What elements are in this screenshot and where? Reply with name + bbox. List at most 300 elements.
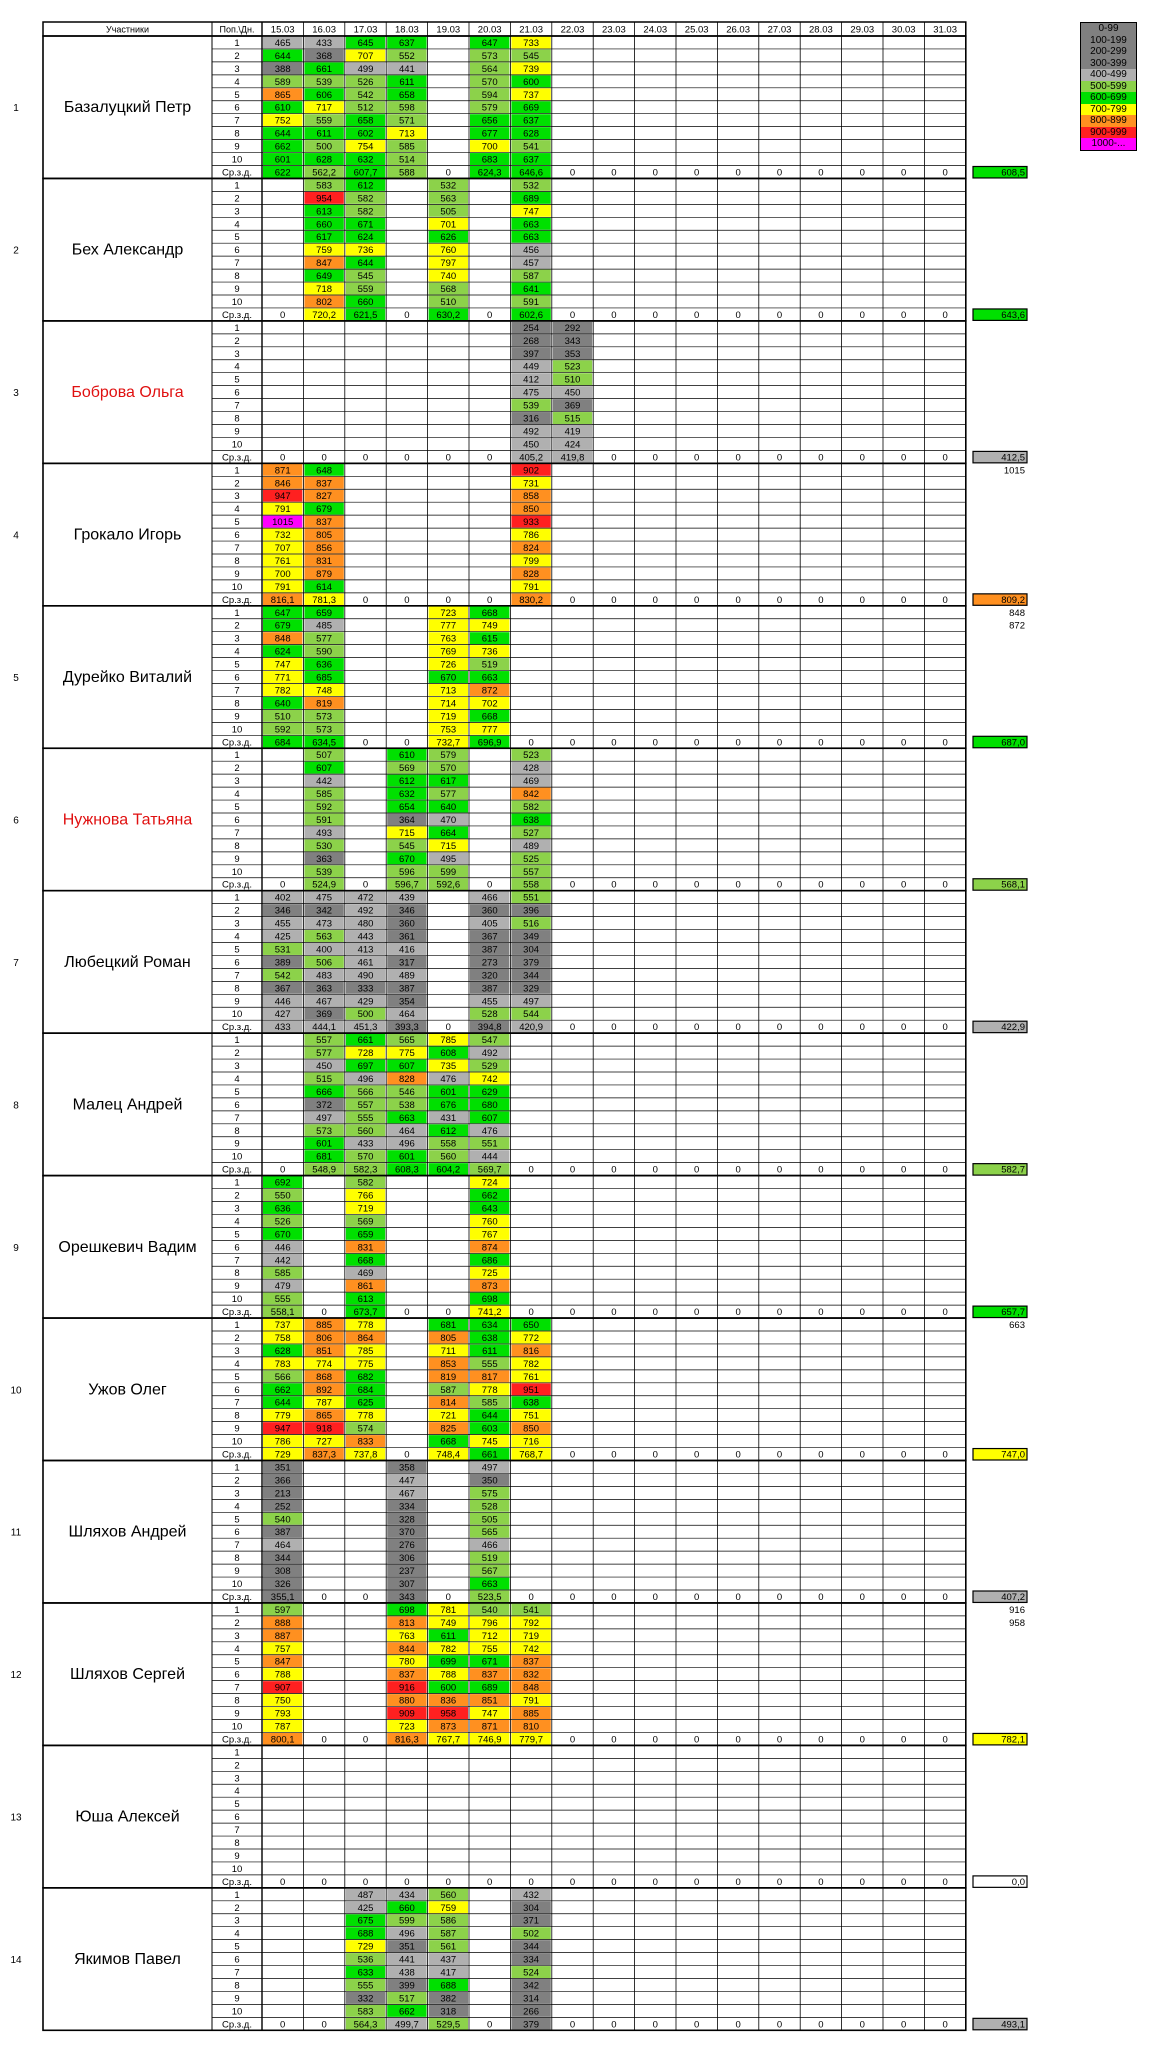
score-value: 499 [357, 63, 374, 75]
score-value: 648 [316, 465, 333, 477]
participant-number: 2 [13, 245, 19, 257]
avg-value: 0 [569, 1734, 576, 1746]
avg-value: 0 [611, 594, 617, 606]
score-value: 1015 [272, 517, 294, 529]
score-value: 510 [274, 711, 291, 723]
avg-value: 0 [942, 1164, 948, 1176]
score-value: 333 [357, 983, 374, 995]
participant-number: 8 [13, 1100, 19, 1112]
score-value: 489 [398, 970, 415, 982]
score-value: 515 [316, 1073, 333, 1085]
score-value: 902 [523, 465, 540, 477]
score-value: 557 [523, 866, 540, 878]
avg-value: 0 [528, 1591, 534, 1603]
score-value: 432 [523, 1889, 540, 1901]
score-value: 617 [440, 776, 457, 788]
attempt-label: 5 [234, 1799, 240, 1811]
avg-value: 0 [694, 309, 700, 321]
score-value: 464 [274, 1540, 291, 1552]
avg-value: 661 [481, 1449, 498, 1461]
avg-value: 0 [776, 1164, 783, 1176]
score-value: 778 [357, 1410, 374, 1422]
avg-value: 0 [776, 309, 783, 321]
score-value: 747 [523, 206, 540, 218]
score-value: 785 [357, 1345, 374, 1357]
attempt-label: 4 [234, 931, 240, 943]
avg-value: 0 [901, 1449, 907, 1461]
attempt-label: 1 [234, 465, 240, 477]
avg-value: 0 [735, 594, 741, 606]
score-value: 387 [481, 944, 498, 956]
attempt-label: 6 [234, 530, 240, 542]
score-value: 718 [316, 284, 333, 295]
score-value: 632 [398, 789, 415, 801]
legend-item: 400-499 [1081, 69, 1136, 81]
score-value: 475 [316, 892, 333, 904]
score-value: 612 [440, 1125, 457, 1137]
attempt-label: 9 [234, 1850, 240, 1862]
score-value: 550 [274, 1190, 291, 1202]
header-date: 24.03 [643, 24, 668, 36]
score-value: 755 [481, 1643, 498, 1655]
avg-value: 0 [611, 1734, 617, 1746]
score-value: 532 [440, 180, 457, 192]
score-value: 596 [398, 866, 415, 878]
attempt-label: 4 [234, 504, 240, 516]
score-value: 799 [523, 555, 540, 567]
score-value: 837 [523, 1656, 540, 1668]
score-value: 760 [481, 1216, 498, 1228]
score-value: 907 [274, 1682, 291, 1694]
score-value: 492 [523, 426, 540, 438]
score-value: 788 [274, 1669, 291, 1681]
avg-value: 646,6 [519, 167, 543, 179]
avg-value: 781,3 [312, 594, 336, 606]
score-value: 837 [316, 478, 333, 490]
score-value: 563 [440, 193, 457, 205]
score-value: 615 [481, 633, 498, 645]
score-value: 464 [398, 1009, 415, 1021]
score-value: 742 [523, 1643, 540, 1655]
score-value: 496 [398, 1138, 415, 1150]
avg-label: Ср.з.д. [222, 309, 252, 321]
avg-label: Ср.з.д. [222, 1734, 252, 1746]
avg-value: 0 [652, 594, 658, 606]
avg-value: 0 [487, 309, 493, 321]
score-value: 304 [523, 1902, 540, 1914]
score-value: 254 [523, 322, 540, 334]
avg-value: 0 [280, 452, 286, 464]
score-value: 729 [357, 1941, 374, 1953]
score-value: 668 [481, 607, 498, 619]
score-value: 351 [398, 1941, 415, 1953]
score-value: 660 [357, 296, 374, 308]
score-value: 650 [523, 1320, 540, 1331]
score-value: 853 [440, 1358, 457, 1370]
avg-value: 0 [942, 1022, 948, 1034]
score-value: 567 [481, 1566, 498, 1578]
score-value: 688 [357, 1928, 374, 1940]
score-value: 805 [316, 530, 333, 542]
total-value: 407,2 [1001, 1591, 1025, 1603]
avg-value: 0 [445, 452, 451, 464]
avg-value: 0 [735, 879, 741, 891]
score-value: 663 [523, 232, 540, 244]
score-value: 880 [398, 1695, 415, 1707]
score-value: 557 [316, 1035, 333, 1047]
total-value: 0,0 [1011, 1876, 1025, 1888]
avg-value: 0 [569, 594, 576, 606]
score-value: 382 [440, 1993, 457, 2005]
score-value: 751 [523, 1410, 540, 1422]
score-value: 662 [398, 2006, 415, 2018]
avg-value: 0 [404, 1876, 410, 1888]
score-value: 745 [481, 1436, 498, 1448]
score-value: 747 [274, 659, 291, 671]
score-value: 700 [274, 568, 291, 580]
avg-value: 0 [776, 1591, 783, 1603]
avg-value: 624,3 [477, 167, 502, 179]
header-date: 25.03 [684, 24, 709, 36]
score-value: 591 [523, 296, 540, 308]
score-value: 328 [398, 1514, 415, 1526]
score-value: 786 [274, 1436, 291, 1448]
score-value: 659 [357, 1229, 374, 1241]
attempt-label: 2 [234, 1902, 240, 1914]
score-value: 701 [440, 219, 457, 231]
score-value: 603 [481, 1423, 498, 1435]
score-value: 723 [440, 607, 457, 619]
avg-value: 0 [611, 1307, 617, 1319]
attempt-label: 4 [234, 361, 240, 373]
attempt-label: 3 [234, 776, 240, 788]
avg-value: 0 [445, 167, 451, 179]
score-value: 772 [523, 1332, 540, 1344]
total-value: 747,0 [1001, 1449, 1025, 1461]
score-value: 872 [481, 685, 498, 697]
score-value: 489 [523, 840, 540, 852]
avg-value: 0 [611, 167, 617, 179]
score-value: 586 [440, 1915, 457, 1927]
attempt-label: 10 [231, 866, 243, 878]
avg-value: 0 [818, 1591, 824, 1603]
score-value: 368 [316, 50, 333, 62]
avg-value: 0 [487, 879, 493, 891]
score-value: 519 [481, 659, 498, 671]
score-value: 761 [523, 1371, 540, 1383]
score-value: 438 [398, 1967, 415, 1979]
score-value: 714 [440, 698, 457, 710]
score-value: 466 [481, 1540, 498, 1552]
score-value: 545 [523, 50, 540, 62]
attempt-label: 1 [234, 1889, 240, 1901]
avg-value: 0 [569, 1164, 576, 1176]
attempt-label: 4 [234, 1501, 240, 1513]
score-value: 732 [274, 530, 291, 542]
header-date: 18.03 [395, 24, 419, 36]
score-value: 681 [440, 1320, 457, 1331]
side-note: 916 [1009, 1604, 1025, 1616]
attempt-label: 1 [234, 322, 240, 334]
score-value: 273 [481, 957, 498, 969]
attempt-label: 7 [234, 1255, 240, 1267]
side-note: 663 [1009, 1320, 1025, 1331]
avg-value: 0 [280, 309, 286, 321]
score-value: 848 [274, 633, 291, 645]
score-value: 364 [398, 814, 415, 826]
color-legend [1080, 22, 1137, 151]
avg-value: 0 [735, 1449, 741, 1461]
avg-value: 0 [611, 879, 617, 891]
avg-value: 816,1 [270, 594, 295, 606]
attempt-label: 6 [234, 1099, 240, 1111]
score-value: 758 [274, 1332, 291, 1344]
score-value: 780 [398, 1656, 415, 1668]
avg-value: 393,3 [395, 1022, 419, 1034]
score-value: 387 [398, 983, 415, 995]
score-value: 472 [357, 892, 374, 904]
score-value: 573 [316, 711, 333, 723]
score-value: 304 [523, 944, 540, 956]
participant-number: 5 [13, 673, 19, 685]
attempt-label: 2 [234, 50, 240, 62]
score-value: 213 [274, 1488, 291, 1500]
score-value: 606 [316, 89, 333, 101]
avg-value: 0 [652, 1307, 658, 1319]
score-value: 824 [523, 543, 540, 554]
score-value: 669 [523, 102, 540, 114]
header-date: 28.03 [809, 24, 833, 36]
score-value: 350 [481, 1475, 498, 1487]
avg-value: 621,5 [353, 309, 378, 321]
score-value: 662 [274, 141, 291, 153]
attempt-label: 3 [234, 63, 240, 75]
score-value: 566 [357, 1086, 374, 1098]
attempt-label: 5 [234, 517, 240, 529]
attempt-label: 9 [234, 1708, 240, 1720]
score-value: 587 [440, 1928, 457, 1940]
avg-value: 0 [569, 309, 576, 321]
score-value: 611 [440, 1630, 456, 1642]
avg-value: 0 [487, 594, 493, 606]
score-value: 334 [523, 1954, 540, 1966]
avg-value: 0 [776, 1734, 783, 1746]
avg-value: 0 [901, 1022, 907, 1034]
score-value: 712 [481, 1630, 498, 1642]
avg-value: 0 [901, 1591, 907, 1603]
score-value: 431 [440, 1112, 457, 1124]
attempt-label: 7 [234, 685, 240, 697]
score-value: 641 [523, 284, 540, 295]
score-value: 778 [481, 1384, 498, 1396]
avg-label: Ср.з.д. [222, 879, 252, 891]
score-value: 450 [523, 439, 540, 451]
avg-value: 0 [735, 1164, 741, 1176]
score-value: 797 [440, 258, 457, 270]
block-border [43, 1745, 966, 1887]
avg-value: 0 [901, 452, 907, 464]
score-value: 400 [316, 944, 333, 956]
avg-value: 0 [735, 1307, 741, 1319]
score-value: 958 [440, 1708, 457, 1720]
score-value: 733 [523, 37, 540, 49]
score-value: 644 [357, 258, 374, 270]
score-value: 497 [481, 1462, 498, 1474]
score-value: 778 [357, 1320, 374, 1331]
participant-name: Нужнова Татьяна [62, 811, 193, 829]
score-value: 636 [274, 1203, 291, 1215]
score-value: 487 [357, 1889, 374, 1901]
attempt-label: 7 [234, 400, 240, 412]
score-value: 564 [481, 63, 498, 75]
attempt-label: 9 [234, 1423, 240, 1435]
avg-value: 0 [445, 1876, 451, 1888]
score-value: 555 [357, 1980, 374, 1992]
score-value: 644 [274, 128, 291, 140]
score-value: 699 [440, 1656, 457, 1668]
attempt-label: 10 [231, 296, 243, 308]
score-value: 565 [481, 1527, 498, 1539]
score-value: 475 [523, 387, 540, 399]
participant-name: Грокало Игорь [73, 526, 182, 544]
score-value: 587 [440, 1384, 457, 1396]
score-value: 389 [274, 957, 291, 969]
score-value: 493 [316, 827, 333, 839]
score-value: 805 [440, 1332, 457, 1344]
avg-value: 0 [735, 1022, 741, 1034]
avg-value: 0 [942, 167, 948, 179]
score-value: 574 [357, 1423, 374, 1435]
score-value: 496 [398, 1928, 415, 1940]
score-value: 396 [523, 905, 540, 917]
score-value: 757 [274, 1643, 291, 1655]
total-value: 493,1 [1001, 2019, 1025, 2031]
avg-value: 816,3 [395, 1734, 419, 1746]
score-value: 628 [523, 128, 540, 140]
score-value: 679 [316, 504, 333, 516]
header-attempt-day: Поп.\Дн. [219, 24, 255, 35]
avg-value: 0 [611, 452, 617, 464]
avg-value: 499,7 [395, 2019, 419, 2031]
side-note: 958 [1009, 1617, 1025, 1629]
avg-value: 0 [942, 879, 948, 891]
attempt-label: 7 [234, 970, 240, 982]
score-value: 466 [481, 892, 498, 904]
avg-value: 0 [569, 879, 576, 891]
score-value: 524 [523, 1967, 540, 1979]
score-value: 865 [274, 89, 291, 101]
avg-value: 0 [942, 1591, 948, 1603]
score-value: 590 [316, 646, 333, 658]
score-value: 831 [316, 555, 333, 567]
score-value: 825 [440, 1423, 457, 1435]
score-value: 670 [440, 672, 457, 684]
score-value: 675 [357, 1915, 374, 1927]
score-value: 329 [523, 983, 540, 995]
attempt-label: 3 [234, 1773, 240, 1785]
score-value: 782 [440, 1643, 457, 1655]
score-value: 816 [523, 1345, 540, 1357]
score-value: 585 [398, 141, 415, 153]
score-value: 740 [440, 271, 457, 283]
avg-value: 0 [652, 1022, 658, 1034]
participant-number: 13 [10, 1812, 22, 1824]
total-value: 687,0 [1001, 737, 1025, 749]
attempt-label: 2 [234, 478, 240, 490]
score-value: 626 [440, 232, 457, 244]
avg-value: 0 [942, 2019, 948, 2031]
score-value: 268 [523, 335, 540, 347]
avg-value: 0 [280, 1164, 286, 1176]
avg-value: 0 [901, 737, 907, 749]
score-value: 736 [357, 245, 374, 257]
score-value: 828 [398, 1073, 415, 1085]
avg-value: 0 [942, 1449, 948, 1461]
avg-value: 0 [776, 2019, 783, 2031]
header-date: 22.03 [560, 24, 585, 36]
attempt-label: 2 [234, 1332, 240, 1344]
score-value: 918 [316, 1423, 333, 1435]
score-value: 782 [274, 685, 291, 697]
avg-value: 0 [404, 737, 410, 749]
score-value: 372 [316, 1099, 333, 1111]
score-value: 539 [316, 866, 333, 878]
attempt-label: 5 [234, 944, 240, 956]
attempt-label: 7 [234, 1112, 240, 1124]
avg-value: 737,8 [353, 1449, 378, 1461]
avg-label: Ср.з.д. [222, 1591, 252, 1603]
attempt-label: 3 [234, 348, 240, 360]
avg-value: 596,7 [395, 879, 419, 891]
score-value: 611 [482, 1345, 498, 1357]
avg-value: 0 [362, 594, 369, 606]
participant-number: 11 [10, 1527, 22, 1539]
avg-value: 562,2 [312, 167, 336, 179]
attempt-label: 1 [234, 892, 240, 904]
avg-value: 0 [321, 1876, 327, 1888]
avg-value: 0 [528, 737, 534, 749]
legend-item: 1000-... [1081, 138, 1136, 150]
score-value: 716 [523, 1436, 540, 1448]
score-value: 601 [316, 1138, 333, 1150]
score-value: 536 [357, 1954, 374, 1966]
header-date: 27.03 [767, 24, 792, 36]
avg-value: 0 [280, 879, 286, 891]
score-value: 731 [523, 478, 540, 490]
score-value: 717 [316, 102, 333, 114]
score-value: 349 [523, 931, 540, 943]
avg-value: 0 [818, 594, 824, 606]
attempt-label: 8 [234, 698, 240, 710]
legend-item: 900-999 [1081, 127, 1136, 139]
participant-name: Базалуцкий Петр [63, 99, 192, 117]
score-value: 724 [481, 1177, 498, 1189]
avg-value: 0 [859, 167, 865, 179]
score-value: 661 [316, 63, 333, 75]
score-value: 342 [523, 1980, 540, 1992]
attempt-label: 3 [234, 1488, 240, 1500]
score-value: 446 [274, 1242, 291, 1254]
avg-value: 0 [735, 737, 741, 749]
score-value: 737 [274, 1320, 291, 1331]
avg-value: 634,5 [312, 737, 336, 749]
score-value: 532 [523, 180, 540, 192]
avg-value: 588 [398, 167, 415, 179]
avg-value: 746,9 [477, 1734, 502, 1746]
score-value: 850 [523, 504, 540, 516]
score-value: 802 [316, 296, 333, 308]
score-value: 871 [274, 465, 291, 477]
